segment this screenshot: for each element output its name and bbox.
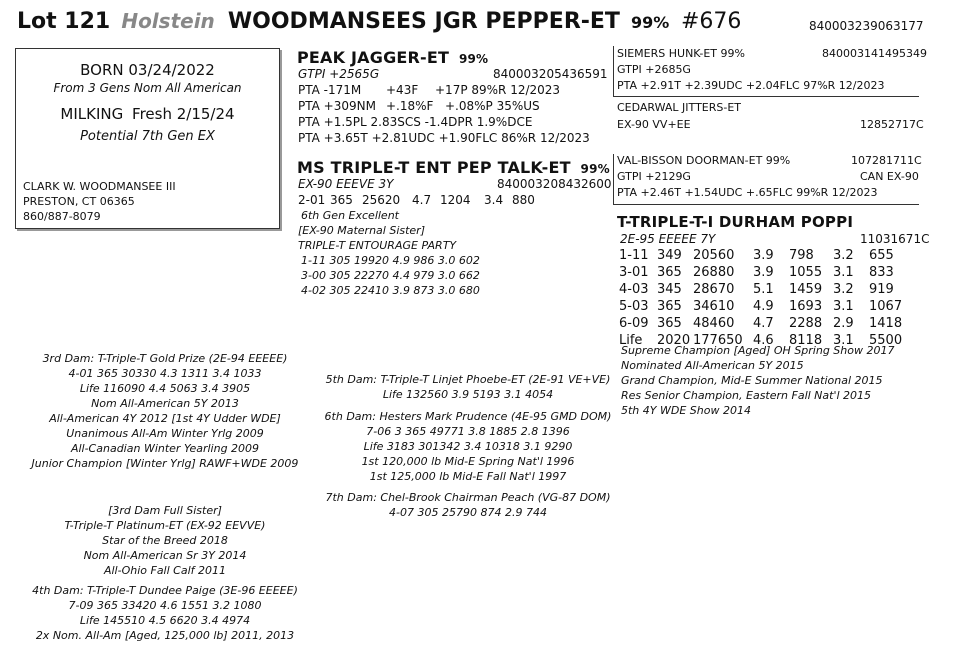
- catalog-number: #676: [681, 9, 742, 34]
- sire-pct: 99%: [458, 52, 489, 66]
- sire-pta-1a: PTA -171M: [298, 83, 362, 97]
- dd-rec-cell: 2020: [657, 333, 691, 348]
- dd-rec-cell: 4.9: [753, 299, 774, 314]
- third-dam-line: Unanimous All-Am Winter Yrlg 2009: [66, 427, 264, 440]
- dd-rec-cell: 3.1: [833, 299, 854, 314]
- ds-gtpi: GTPI +2129G: [617, 170, 691, 183]
- dd-record-row: [619, 281, 902, 298]
- third-dam-line: All-Canadian Winter Yearling 2009: [70, 442, 260, 455]
- fourth-dam-line: Life 145510 4.5 6620 3.4 4974: [79, 614, 251, 627]
- sire-connector: [613, 46, 614, 96]
- fourth-dam: [20, 583, 310, 643]
- sixth-dam: [318, 409, 618, 484]
- sixth-dam-line: 1st 120,000 lb Mid-E Spring Nat'l 1996: [361, 455, 575, 468]
- third-dam-line: 4-01 365 30330 4.3 1311 3.4 1033: [68, 367, 262, 380]
- ss-reg: 840003141495349: [822, 47, 927, 60]
- dd-record-row: [619, 264, 902, 281]
- dd-rec-cell: 6-09: [619, 316, 649, 331]
- sire-pta-2a: PTA +309NM: [298, 99, 376, 113]
- dd-rec-cell: 4-03: [619, 282, 649, 297]
- sixth-dam-line: Life 3183 301342 3.4 10318 3.1 9290: [363, 440, 573, 453]
- sd-class: EX-90 VV+EE: [617, 118, 691, 131]
- dd-rec-cell: 798: [789, 248, 814, 263]
- seventh-dam: [318, 490, 618, 520]
- owner-phone: 860/887-8079: [23, 210, 101, 223]
- dd-rec-cell: 1-11: [619, 248, 649, 263]
- dd-rec-cell: 4.7: [753, 316, 774, 331]
- registration-number: 840003239063177: [809, 19, 924, 33]
- dd-rec-cell: 1693: [789, 299, 823, 314]
- dd-rec-cell: 833: [869, 265, 894, 280]
- dd-reg: 11031671C: [860, 232, 930, 246]
- sire-gtpi: GTPI +2565G: [298, 67, 380, 81]
- sire-pta-1c: +17P 89%R 12/2023: [435, 83, 561, 97]
- full-sister-line: All-Ohio Fall Calf 2011: [103, 564, 227, 577]
- dam-rec-age: 2-01: [298, 193, 326, 207]
- third-dam-line: Nom All-American 5Y 2013: [91, 397, 239, 410]
- animal-percent: 99%: [631, 13, 670, 32]
- dd-rec-cell: 2.9: [833, 316, 854, 331]
- full-sister: [20, 503, 310, 578]
- sire-pta-3: PTA +1.5PL 2.83SCS -1.4DPR 1.9%DCE: [298, 115, 533, 129]
- dd-award: Grand Champion, Mid-E Summer National 2015: [621, 374, 883, 387]
- sire-pta-4: PTA +3.65T +2.81UDC +1.90FLC 86%R 12/2023: [298, 131, 590, 145]
- dam-rec-prot: 880: [512, 193, 535, 207]
- owner-name: CLARK W. WOODMANSEE III: [23, 180, 176, 193]
- header: [17, 9, 669, 39]
- dd-rec-cell: 3.2: [833, 248, 854, 263]
- dam-connector: [613, 154, 614, 204]
- dd-rec-cell: 1418: [869, 316, 903, 331]
- dam-rec-milk: 25620: [362, 193, 401, 207]
- dd-rec-cell: 365: [657, 265, 682, 280]
- dam-rec-days: 365: [330, 193, 353, 207]
- sire-divider: [613, 96, 919, 97]
- dam-pct: 99%: [580, 162, 610, 176]
- dam-record: [298, 193, 535, 208]
- dd-rec-cell: 177650: [693, 333, 743, 348]
- ss-name: SIEMERS HUNK-ET 99%: [617, 47, 745, 60]
- dd-rec-cell: 5.1: [753, 282, 774, 297]
- sixth-dam-line: 7-06 3 365 49771 3.8 1885 2.8 1396: [366, 425, 570, 438]
- dam-name-text: MS TRIPLE-T ENT PEP TALK-ET: [297, 158, 571, 177]
- dd-rec-cell: 345: [657, 282, 682, 297]
- dd-records: [619, 247, 902, 349]
- fourth-dam-line: 4th Dam: T-Triple-T Dundee Paige (3E-96 EEEEE): [32, 584, 298, 597]
- owner-info: [23, 179, 176, 224]
- ss-gtpi: GTPI +2685G: [617, 63, 691, 76]
- dd-rec-cell: 5-03: [619, 299, 649, 314]
- sd-name: CEDARWAL JITTERS-ET: [617, 101, 742, 114]
- birth-date: BORN 03/24/2022: [80, 61, 215, 79]
- dd-rec-cell: 3.9: [753, 265, 774, 280]
- dd-rec-cell: 4.6: [753, 333, 774, 348]
- dam-note-gen: 6th Gen Excellent: [301, 209, 399, 222]
- dd-rec-cell: 48460: [693, 316, 735, 331]
- dd-rec-cell: 28670: [693, 282, 735, 297]
- third-dam: [20, 351, 310, 471]
- dam-class: EX-90 EEEVE 3Y: [298, 177, 394, 191]
- sire-reg: 840003205436591: [493, 67, 608, 81]
- milking-label: MILKING: [60, 105, 124, 123]
- dd-rec-cell: 34610: [693, 299, 735, 314]
- full-sister-line: Star of the Breed 2018: [102, 534, 228, 547]
- dd-name: T-TRIPLE-T-I DURHAM POPPI: [617, 213, 854, 231]
- dd-rec-cell: 919: [869, 282, 894, 297]
- dd-award: 5th 4Y WDE Show 2014: [621, 404, 751, 417]
- dd-rec-cell: 3.1: [833, 265, 854, 280]
- pedigree-note: From 3 Gens Nom All American: [53, 81, 242, 95]
- third-dam-line: 3rd Dam: T-Triple-T Gold Prize (2E-94 EEEEE): [42, 352, 288, 365]
- animal-name: WOODMANSEES JGR PEPPER-ET: [227, 9, 620, 34]
- fourth-dam-line: 7-09 365 33420 4.6 1551 3.2 1080: [68, 599, 262, 612]
- owner-city: PRESTON, CT 06365: [23, 195, 135, 208]
- dam-note-sister: [EX-90 Maternal Sister]: [298, 224, 425, 237]
- ss-pta: PTA +2.91T +2.39UDC +2.04FLC 97%R 12/2023: [617, 79, 885, 92]
- sire-pta-1b: +43F: [386, 83, 419, 97]
- dam-divider: [613, 204, 919, 205]
- dd-award: Nominated All-American 5Y 2015: [621, 359, 804, 372]
- dd-rec-cell: 3.9: [753, 248, 774, 263]
- sire-pta-2: [298, 99, 540, 114]
- dd-rec-cell: 365: [657, 316, 682, 331]
- fifth-dam-line: Life 132560 3.9 5193 3.1 4054: [382, 388, 554, 401]
- potential-note: Potential 7th Gen EX: [80, 129, 215, 144]
- sd-reg: 12852717C: [860, 118, 924, 131]
- dd-rec-cell: 3-01: [619, 265, 649, 280]
- dd-class: 2E-95 EEEEE 7Y: [620, 232, 716, 246]
- dd-rec-cell: 655: [869, 248, 894, 263]
- dd-rec-cell: 26880: [693, 265, 735, 280]
- dd-rec-cell: 20560: [693, 248, 735, 263]
- full-sister-line: T-Triple-T Platinum-ET (EX-92 EEVVE): [64, 519, 266, 532]
- dd-rec-cell: 365: [657, 299, 682, 314]
- seventh-dam-line: 4-07 305 25790 874 2.9 744: [389, 506, 547, 519]
- dd-awards: [621, 343, 894, 418]
- dam-reg: 840003208432600: [497, 177, 612, 191]
- breed: Holstein: [121, 9, 215, 33]
- fourth-dam-line: 2x Nom. All-Am [Aged, 125,000 lb] 2011, 2013: [35, 629, 295, 642]
- dd-rec-cell: 2288: [789, 316, 823, 331]
- dam-rec-fatpct: 4.7: [412, 193, 432, 207]
- milking-value: Fresh 2/15/24: [132, 105, 235, 123]
- fifth-dam-line: 5th Dam: T-Triple-T Linjet Phoebe-ET (2E-91 VE+VE): [325, 373, 611, 386]
- info-box: [15, 48, 280, 229]
- ds-pta: PTA +2.46T +1.54UDC +.65FLC 99%R 12/2023: [617, 186, 878, 199]
- fifth-dam: [318, 372, 618, 402]
- dd-rec-cell: 3.1: [833, 333, 854, 348]
- lot-number: Lot 121: [17, 9, 111, 34]
- dd-rec-cell: 1459: [789, 282, 823, 297]
- sire-pta-2c: +.08%P 35%US: [445, 99, 540, 113]
- sister-rec-3: 4-02 305 22410 3.9 873 3.0 680: [301, 284, 480, 297]
- ds-reg: 107281711C: [851, 154, 922, 167]
- milking-status: [16, 105, 279, 123]
- dd-rec-cell: 349: [657, 248, 682, 263]
- dd-record-row: [619, 315, 902, 332]
- dam-note-party: TRIPLE-T ENTOURAGE PARTY: [298, 239, 457, 252]
- third-dam-line: Life 116090 4.4 5063 3.4 3905: [79, 382, 251, 395]
- dd-rec-cell: 5500: [869, 333, 903, 348]
- dd-rec-cell: 3.2: [833, 282, 854, 297]
- sister-rec-2: 3-00 305 22270 4.4 979 3.0 662: [301, 269, 480, 282]
- dd-rec-cell: Life: [619, 333, 643, 348]
- dd-record-row: [619, 247, 902, 264]
- dd-rec-cell: 1067: [869, 299, 903, 314]
- dam-name: [297, 158, 610, 177]
- dd-award: Supreme Champion [Aged] OH Spring Show 2017: [621, 344, 895, 357]
- dd-award: Res Senior Champion, Eastern Fall Nat'l 2015: [621, 389, 872, 402]
- sire-name-text: PEAK JAGGER-ET: [297, 48, 450, 67]
- sire-pta-1: [298, 83, 560, 98]
- sire-pta-2b: +.18%F: [386, 99, 434, 113]
- sixth-dam-line: 1st 125,000 lb Mid-E Fall Nat'l 1997: [369, 470, 567, 483]
- ds-can: CAN EX-90: [860, 170, 919, 183]
- dam-rec-fat: 1204: [440, 193, 471, 207]
- dd-rec-cell: 8118: [789, 333, 823, 348]
- dd-record-row: [619, 298, 902, 315]
- sister-rec-1: 1-11 305 19920 4.9 986 3.0 602: [301, 254, 480, 267]
- dam-rec-protpct: 3.4: [484, 193, 504, 207]
- sixth-dam-line: 6th Dam: Hesters Mark Prudence (4E-95 GMD DOM): [324, 410, 612, 423]
- seventh-dam-line: 7th Dam: Chel-Brook Chairman Peach (VG-87 DOM): [325, 491, 611, 504]
- third-dam-line: All-American 4Y 2012 [1st 4Y Udder WDE]: [49, 412, 281, 425]
- dd-rec-cell: 1055: [789, 265, 823, 280]
- full-sister-line: Nom All-American Sr 3Y 2014: [83, 549, 247, 562]
- sire-name: [297, 48, 488, 67]
- ds-name: VAL-BISSON DOORMAN-ET 99%: [617, 154, 791, 167]
- full-sister-line: [3rd Dam Full Sister]: [108, 504, 222, 517]
- third-dam-line: Junior Champion [Winter Yrlg] RAWF+WDE 2009: [31, 457, 299, 470]
